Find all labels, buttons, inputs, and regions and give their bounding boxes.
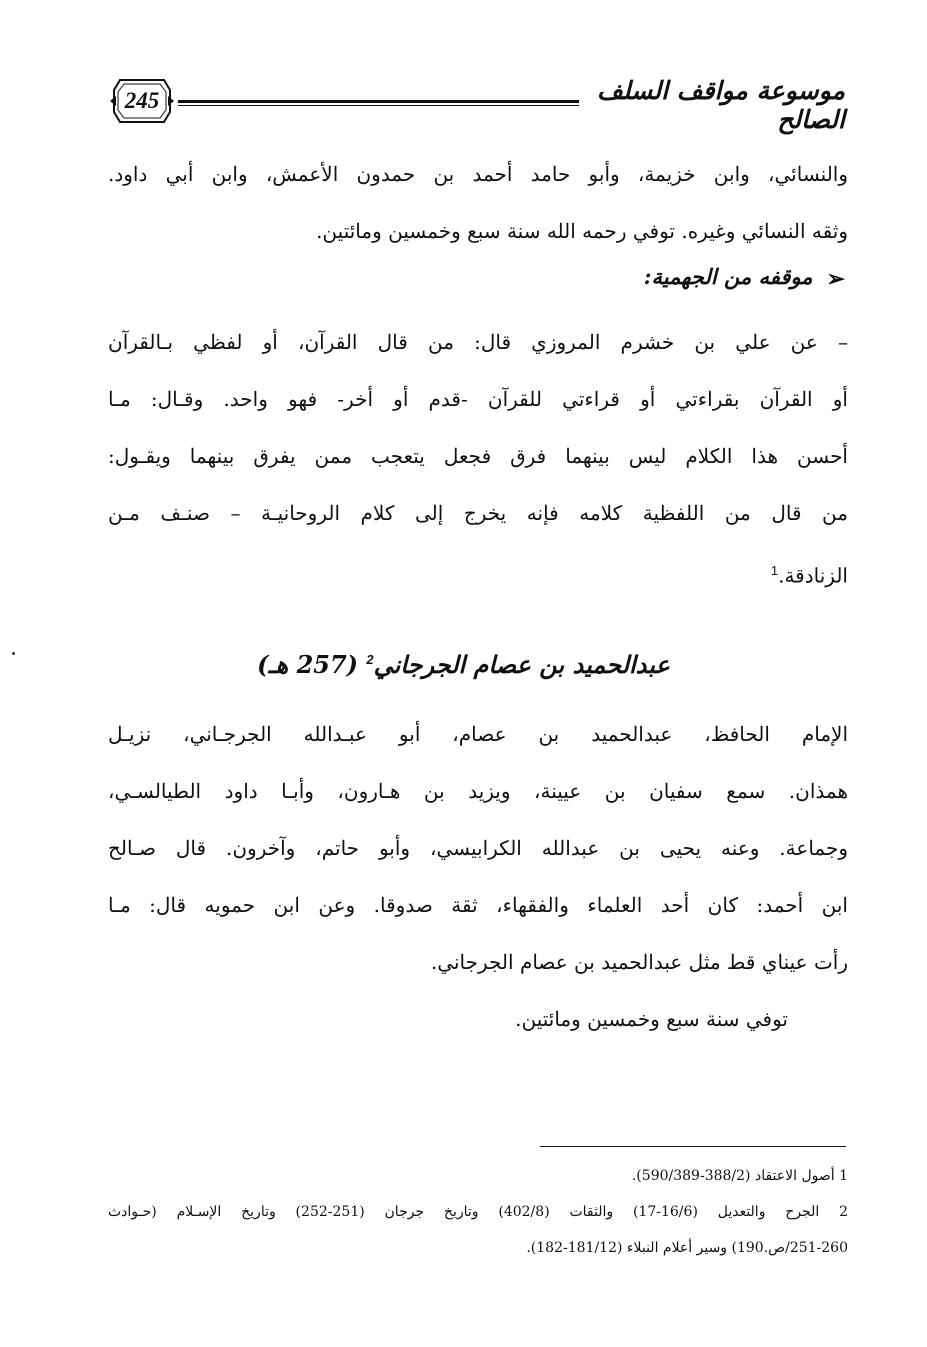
- subheading: [644, 264, 845, 292]
- text-line: – عن علي بن خشرم المروزي قال: من قال القرآن، أو لفظي بـالقرآن: [108, 330, 848, 354]
- footnote-rule: [540, 1146, 846, 1147]
- text-line: [108, 542, 848, 599]
- page-header: [100, 70, 845, 140]
- series-title: موسوعة مواقف السلف الصالح: [579, 76, 845, 134]
- page-number: 245: [124, 88, 160, 113]
- text-line: وجماعة. وعنه يحيى بن عبدالله الكرابيسي، وأبو حاتم، وآخرون. قال صـالح: [108, 836, 848, 860]
- section-title-name: عبدالحميد بن عصام الجرجاني: [373, 650, 670, 679]
- arrow-bullet-icon: ➢: [826, 266, 845, 292]
- footnote-ref: 1: [770, 563, 779, 578]
- text-line: وثقه النسائي وغيره. توفي رحمه الله سنة سبع وخمسين ومائتين.: [316, 219, 848, 243]
- footnote: 251-260/ص.190) وسير أعلام النبلاء (181/12-182).: [526, 1240, 848, 1256]
- footnotes: [108, 1158, 848, 1266]
- stray-mark: [12, 652, 15, 655]
- text-line: والنسائي، وابن خزيمة، وأبو حامد أحمد بن حمدون الأعمش، وابن أبي داود.: [108, 162, 848, 186]
- section-title-date: (257 هـ): [257, 650, 359, 679]
- page-number-badge: [110, 76, 174, 126]
- text-line: أو القرآن بقراءتي أو قراءتي للقرآن -قدم أو أخر- فهو واحد. وقـال: مـا: [108, 387, 848, 411]
- text-line-content: الزنادقة.: [778, 563, 848, 588]
- text-line: همذان. سمع سفيان بن عيينة، ويزيد بن هـارون، وأبـا داود الطيالسـي،: [108, 779, 848, 803]
- quote-paragraph: [108, 314, 848, 599]
- text-line: توفي سنة سبع وخمسين ومائتين.: [515, 1007, 788, 1031]
- bio-paragraph: [108, 706, 848, 1048]
- subheading-text: موقفه من الجهمية:: [643, 264, 813, 289]
- intro-paragraph: [108, 146, 848, 260]
- text-line: من قال من اللفظية كلامه فإنه يخرج إلى كلام الروحانيـة – صنـف مـن: [108, 501, 848, 525]
- footnote-ref: 2: [366, 652, 374, 667]
- text-line: أحسن هذا الكلام ليس بينهما فرق فجعل يتعجب ممن يفرق بينهما ويقـول:: [108, 444, 848, 468]
- section-title: [100, 650, 827, 679]
- text-line: رأت عيناي قط مثل عبدالحميد بن عصام الجرجاني.: [430, 950, 848, 974]
- footnote: 1 أصول الاعتقاد (388/2-590/389).: [631, 1168, 848, 1184]
- footnote: 2 الجرح والتعديل (16/6-17) والثقات (402/8) وتاريخ جرجان (251-252) وتاريخ الإسـلام (حـوادث: [108, 1204, 848, 1220]
- text-line: الإمام الحافظ، عبدالحميد بن عصام، أبو عبـدالله الجرجـاني، نزيـل: [108, 722, 848, 746]
- text-line: ابن أحمد: كان أحد العلماء والفقهاء، ثقة صدوقا. وعن ابن حمويه قال: مـا: [108, 893, 848, 917]
